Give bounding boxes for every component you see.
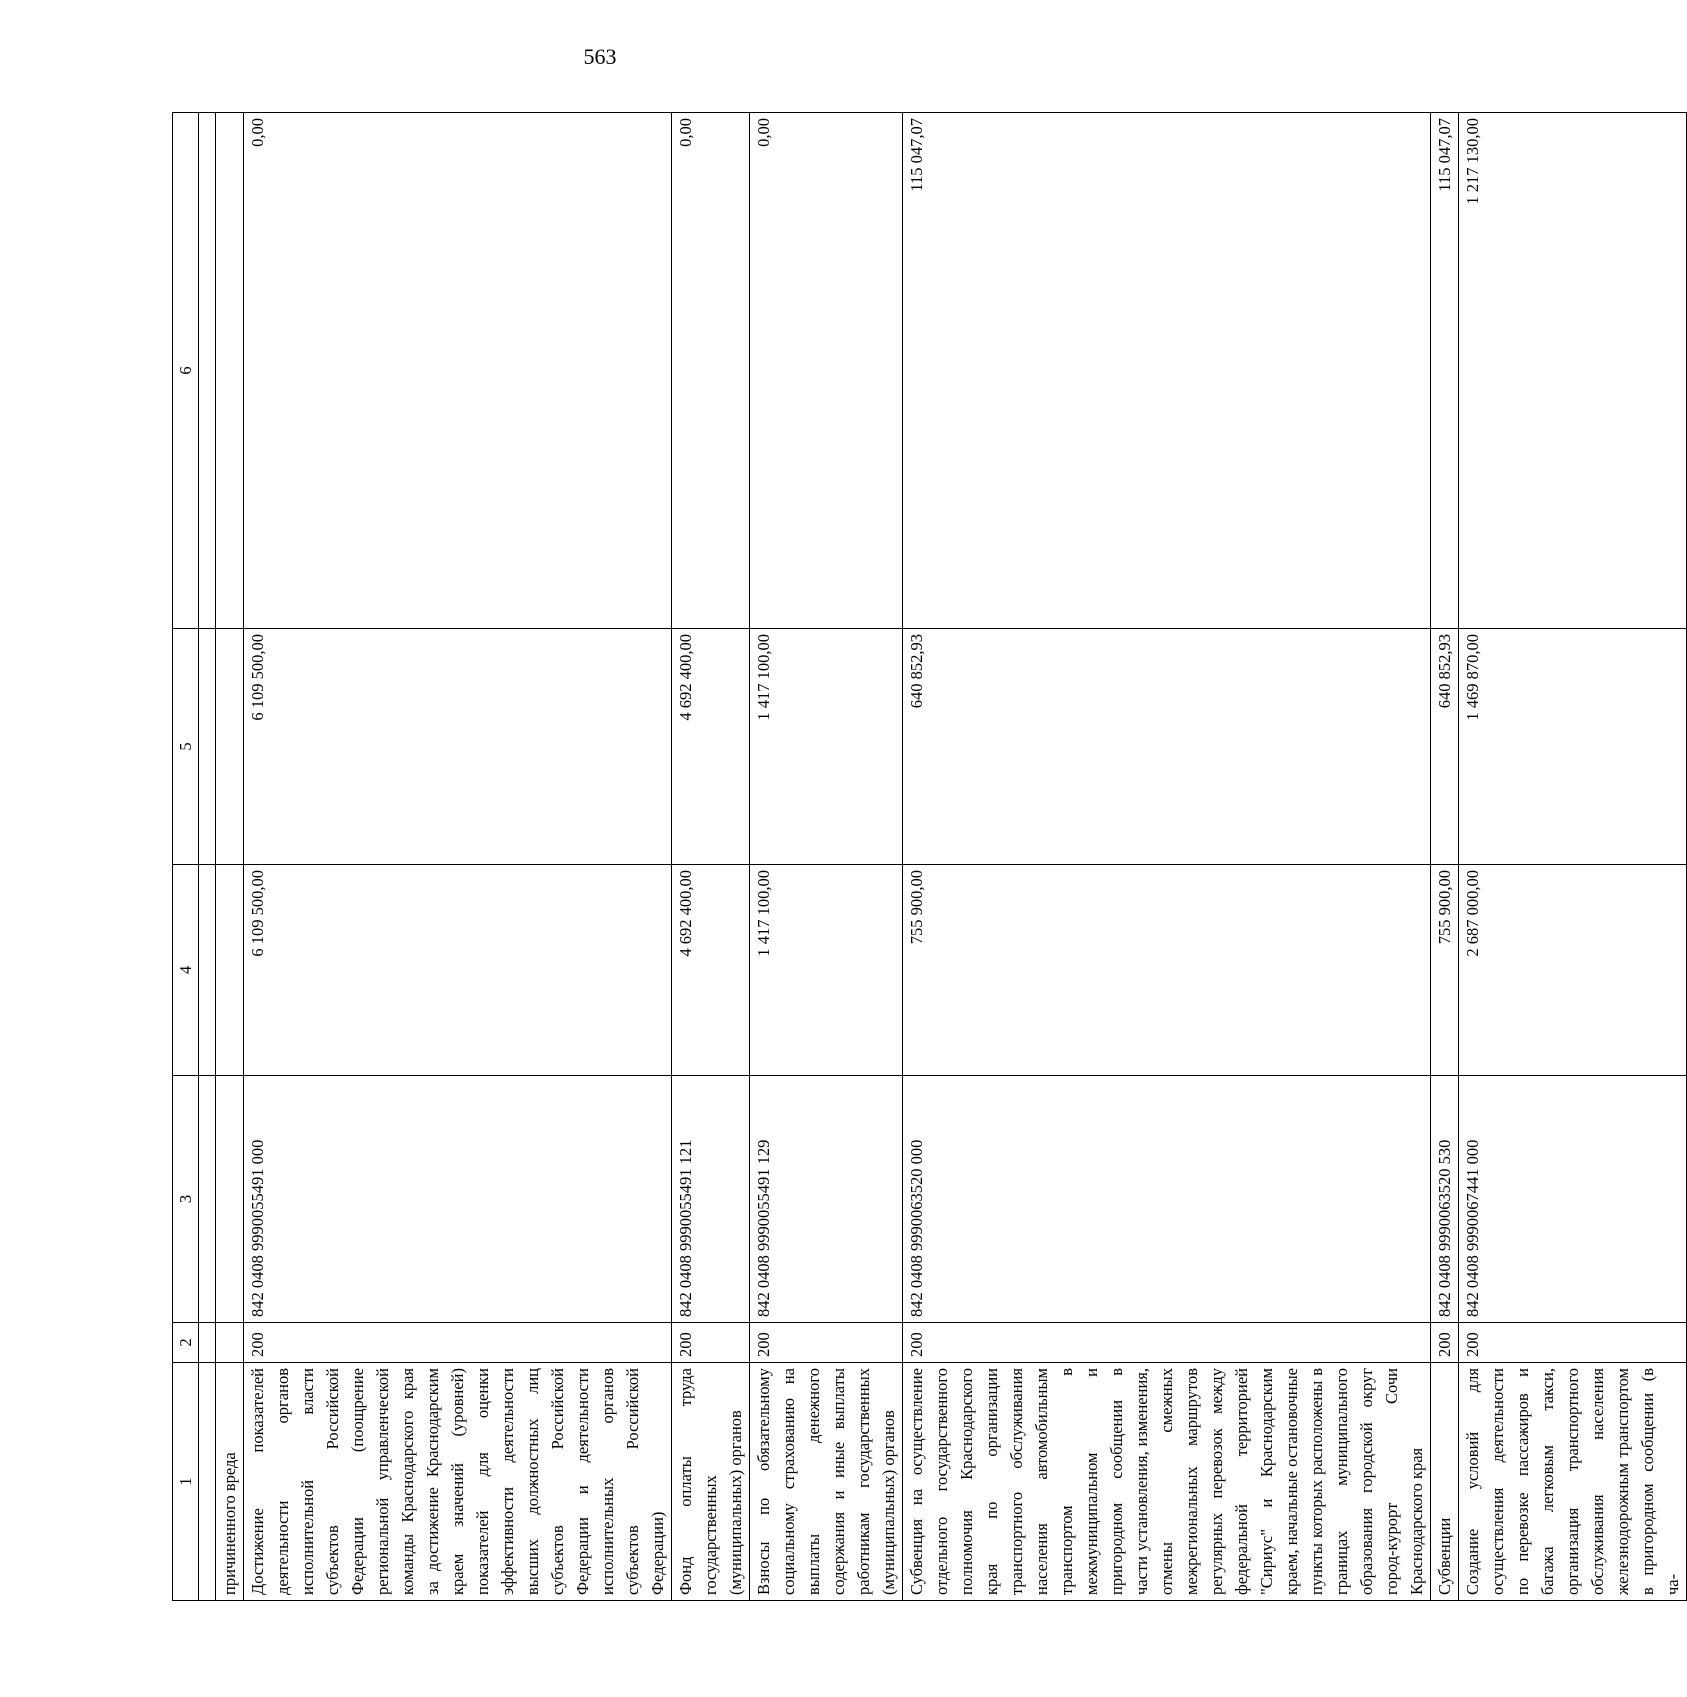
row-value-5: 6 109 500,00 <box>244 629 672 865</box>
table-row <box>244 113 672 1601</box>
row-value-4 <box>216 865 244 1076</box>
row-kbk: 842 0408 9990063520 530 <box>1431 1076 1459 1323</box>
column-header: 2 <box>173 1323 199 1363</box>
row-value-6: 1 217 130,00 <box>1459 113 1687 629</box>
row-value-5 <box>216 629 244 865</box>
row-kbk <box>216 1076 244 1323</box>
budget-table <box>172 112 1687 1601</box>
table-row <box>216 113 244 1601</box>
rotated-table-container <box>172 113 1682 1601</box>
row-value-4: 4 692 400,00 <box>672 865 750 1076</box>
row-value-6: 0,00 <box>244 113 672 629</box>
row-name: Фонд оплаты труда государственных (муниципальных) органов <box>672 1363 750 1601</box>
row-value-5: 1 469 870,00 <box>1459 629 1687 865</box>
row-value-6: 0,00 <box>672 113 750 629</box>
row-value-5: 640 852,93 <box>1431 629 1459 865</box>
table-row <box>903 113 1431 1601</box>
column-header: 3 <box>173 1076 199 1323</box>
row-code: 200 <box>903 1323 1431 1363</box>
row-kbk: 842 0408 9990055491 129 <box>750 1076 903 1323</box>
row-kbk: 842 0408 9990067441 000 <box>1459 1076 1687 1323</box>
row-code: 200 <box>672 1323 750 1363</box>
table-row <box>750 113 903 1601</box>
row-code: 200 <box>1459 1323 1687 1363</box>
row-name: Создание условий для осуществления деятельности по перевозке пассажиров и багажа легковым такси, организация транспортного обслуживания населения железнодорожным транспортом в пригородном сообщении (в ча- <box>1459 1363 1687 1601</box>
row-value-6: 115 047,07 <box>903 113 1431 629</box>
column-header: 4 <box>173 865 199 1076</box>
column-number-row <box>173 113 199 1601</box>
row-code <box>216 1323 244 1363</box>
row-name: Субвенция на осуществление отдельного государственного полномочия Краснодарского края по организации транспортного обслуживания населения автомобильным транспортом в межмуниципальном и пригородном сообщении в части установления, изменения, отмены смежных межрегиональных маршрутов регулярных перевозок между федеральной территорией "Сириус" и Краснодарским краем, начальные остановочные пункты которых расположены в границах муниципального образования городской округ город-курорт Сочи Краснодарского края <box>903 1363 1431 1601</box>
column-header: 1 <box>173 1363 199 1601</box>
table-row <box>672 113 750 1601</box>
row-kbk: 842 0408 9990055491 121 <box>672 1076 750 1323</box>
row-value-6: 0,00 <box>750 113 903 629</box>
row-value-5: 1 417 100,00 <box>750 629 903 865</box>
row-name: Субвенции <box>1431 1363 1459 1601</box>
row-name: Взносы по обязательному социальному страхованию на выплаты денежного содержания и иные выплаты работникам государственных (муниципальных) органов <box>750 1363 903 1601</box>
row-code: 200 <box>1431 1323 1459 1363</box>
row-value-4: 6 109 500,00 <box>244 865 672 1076</box>
column-header: 5 <box>173 629 199 865</box>
row-code: 200 <box>750 1323 903 1363</box>
row-value-5: 4 692 400,00 <box>672 629 750 865</box>
row-kbk: 842 0408 9990063520 000 <box>903 1076 1431 1323</box>
row-value-6: 115 047,07 <box>1431 113 1459 629</box>
row-value-4: 755 900,00 <box>1431 865 1459 1076</box>
row-name: причиненного вреда <box>216 1363 244 1601</box>
row-code: 200 <box>244 1323 672 1363</box>
page-number: 563 <box>583 44 617 69</box>
row-value-6 <box>216 113 244 629</box>
header-spacer-row <box>199 113 216 1601</box>
table-row <box>1431 113 1459 1601</box>
table-row <box>1459 113 1687 1601</box>
row-value-4: 1 417 100,00 <box>750 865 903 1076</box>
row-kbk: 842 0408 9990055491 000 <box>244 1076 672 1323</box>
row-name: Достижение показателей деятельности органов исполнительной власти субъектов Российской Федерации (поощрение региональной управленческой команды Краснодарского края за достижение Краснодарским краем значений (уровней) показателей для оценки эффективности деятельности высших должностных лиц субъектов Российской Федерации и деятельности исполнительных органов субъектов Российской Федерации) <box>244 1363 672 1601</box>
column-header: 6 <box>173 113 199 629</box>
row-value-4: 755 900,00 <box>903 865 1431 1076</box>
row-value-4: 2 687 000,00 <box>1459 865 1687 1076</box>
row-value-5: 640 852,93 <box>903 629 1431 865</box>
